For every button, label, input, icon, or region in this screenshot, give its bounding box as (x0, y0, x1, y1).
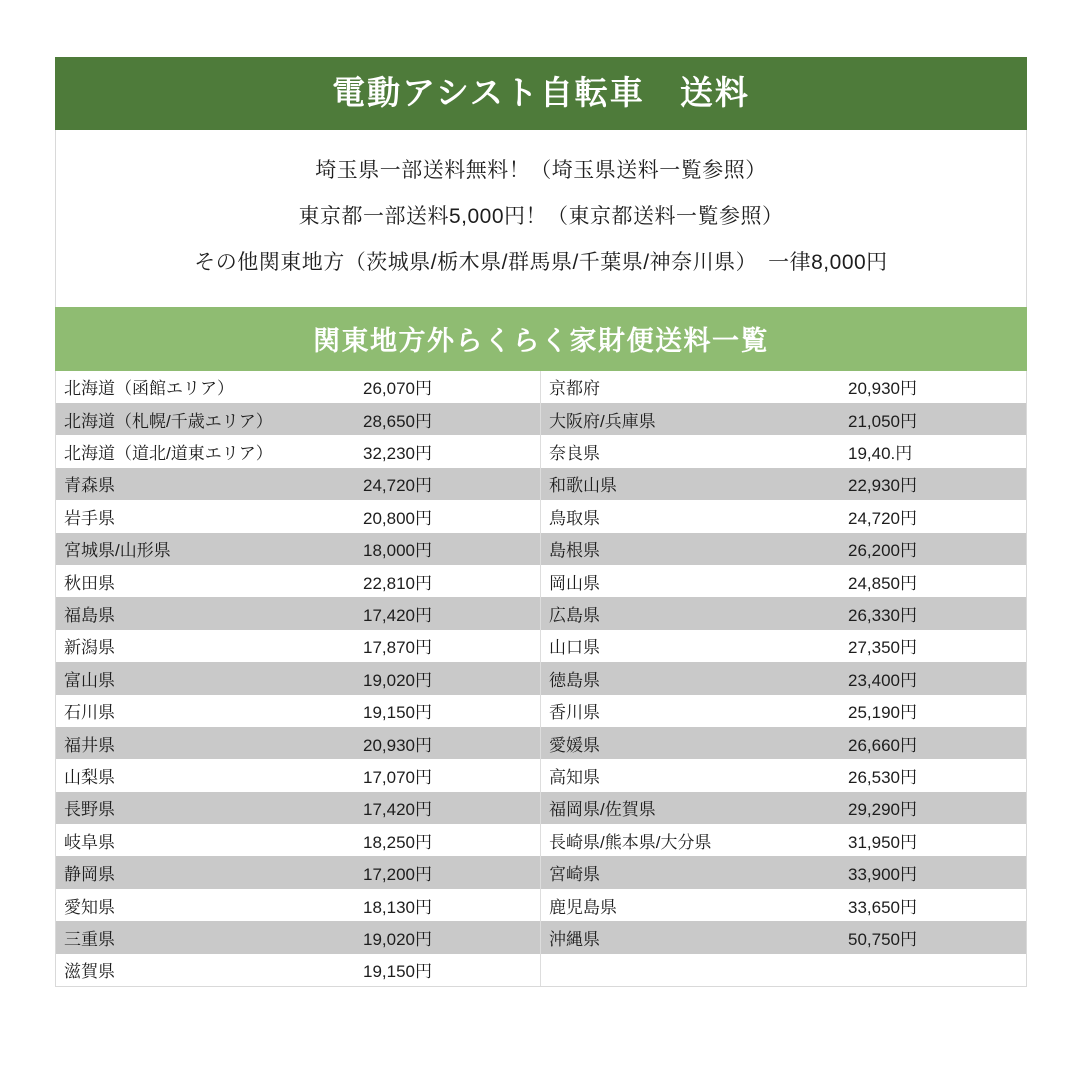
table-row (541, 954, 1026, 986)
table-row (56, 371, 540, 403)
price-value: 26,070円 (363, 379, 432, 399)
price-value: 20,930円 (848, 379, 917, 399)
fee-grid (55, 371, 1027, 987)
price-value: 19,150円 (363, 703, 432, 723)
price-value: 24,720円 (848, 508, 917, 528)
price-value: 19,020円 (363, 929, 432, 949)
price-value: 27,350円 (848, 638, 917, 658)
notes-block (55, 130, 1027, 307)
table-row (541, 727, 1026, 759)
region-label: 富山県 (64, 670, 115, 690)
region-label: 岡山県 (549, 573, 600, 593)
region-label: 宮崎県 (549, 865, 600, 885)
price-value: 25,190円 (848, 703, 917, 723)
table-row (541, 759, 1026, 791)
price-value: 28,650円 (363, 411, 432, 431)
price-value: 29,290円 (848, 800, 917, 820)
price-value: 17,420円 (363, 800, 432, 820)
table-row (541, 662, 1026, 694)
table-row (541, 921, 1026, 953)
table-row (541, 533, 1026, 565)
section-header: 関東地方外らくらく家財便送料一覧 (55, 307, 1027, 371)
table-row (56, 403, 540, 435)
table-row (56, 695, 540, 727)
price-value: 26,660円 (848, 735, 917, 755)
region-label: 広島県 (549, 606, 600, 626)
price-value: 20,930円 (363, 735, 432, 755)
region-label: 山口県 (549, 638, 600, 658)
table-row (56, 727, 540, 759)
region-label: 新潟県 (64, 638, 115, 658)
table-row (56, 500, 540, 532)
price-value: 31,950円 (848, 832, 917, 852)
region-label: 福岡県/佐賀県 (549, 800, 656, 820)
price-value: 17,200円 (363, 865, 432, 885)
table-row (56, 435, 540, 467)
price-value: 21,050円 (848, 411, 917, 431)
region-label: 滋賀県 (64, 962, 115, 982)
price-value: 50,750円 (848, 929, 917, 949)
table-row (541, 403, 1026, 435)
region-label: 静岡県 (64, 865, 115, 885)
table-row (541, 435, 1026, 467)
table-row (541, 468, 1026, 500)
price-value: 19,020円 (363, 670, 432, 690)
region-label: 岐阜県 (64, 832, 115, 852)
region-label: 三重県 (64, 929, 115, 949)
note-line: 埼玉県一部送料無料！（埼玉県送料一覧参照） (315, 158, 767, 182)
region-label: 島根県 (549, 541, 600, 561)
price-value: 26,530円 (848, 768, 917, 787)
table-row (541, 856, 1026, 888)
price-value: 22,810円 (363, 573, 432, 593)
price-value: 17,870円 (363, 638, 432, 658)
note-line: 東京都一部送料5,000円！（東京都送料一覧参照） (298, 204, 784, 228)
table-row (56, 889, 540, 921)
region-label: 石川県 (64, 703, 115, 723)
table-row (56, 792, 540, 824)
table-row (56, 533, 540, 565)
price-value: 17,420円 (363, 606, 432, 626)
table-row (541, 371, 1026, 403)
price-value: 26,330円 (848, 606, 917, 626)
price-value: 33,900円 (848, 865, 917, 885)
region-label: 福井県 (64, 735, 115, 755)
region-label: 奈良県 (549, 444, 600, 464)
region-label: 宮城県/山形県 (64, 541, 171, 561)
price-value: 18,250円 (363, 832, 432, 852)
table-row (56, 954, 540, 986)
region-label: 岩手県 (64, 508, 115, 528)
table-row (56, 565, 540, 597)
table-row (56, 759, 540, 791)
price-value: 26,200円 (848, 541, 917, 561)
region-label: 北海道（札幌/千歳エリア） (64, 411, 273, 431)
region-label: 北海道（函館エリア） (64, 379, 234, 399)
price-value: 18,130円 (363, 897, 432, 917)
region-label: 長野県 (64, 800, 115, 820)
shipping-fee-table (55, 57, 1027, 987)
table-row (541, 597, 1026, 629)
table-row (56, 921, 540, 953)
table-row (541, 695, 1026, 727)
price-value: 33,650円 (848, 897, 917, 917)
region-label: 福島県 (64, 606, 115, 626)
region-label: 高知県 (549, 768, 600, 787)
table-row (541, 630, 1026, 662)
fee-column-right (541, 371, 1026, 986)
price-value: 24,720円 (363, 476, 432, 496)
region-label: 和歌山県 (549, 476, 617, 496)
page-title: 電動アシスト自転車 送料 (55, 57, 1027, 130)
price-value: 24,850円 (848, 573, 917, 593)
table-row (56, 824, 540, 856)
region-label: 山梨県 (64, 768, 115, 787)
price-value: 32,230円 (363, 444, 432, 464)
note-line: その他関東地方（茨城県/栃木県/群馬県/千葉県/神奈川県） 一律8,000円 (194, 251, 888, 275)
price-value: 20,800円 (363, 508, 432, 528)
table-row (56, 468, 540, 500)
region-label: 徳島県 (549, 670, 600, 690)
price-value: 18,000円 (363, 541, 432, 561)
region-label: 京都府 (549, 379, 600, 399)
table-row (541, 792, 1026, 824)
price-value: 22,930円 (848, 476, 917, 496)
region-label: 秋田県 (64, 573, 115, 593)
price-value: 19,150円 (363, 962, 432, 982)
table-row (541, 500, 1026, 532)
region-label: 愛媛県 (549, 735, 600, 755)
table-row (541, 565, 1026, 597)
table-row (541, 889, 1026, 921)
region-label: 香川県 (549, 703, 600, 723)
region-label: 鳥取県 (549, 508, 600, 528)
price-value: 19,40.円 (848, 444, 913, 464)
region-label: 愛知県 (64, 897, 115, 917)
price-value: 17,070円 (363, 768, 432, 787)
region-label: 沖縄県 (549, 929, 600, 949)
table-row (56, 662, 540, 694)
table-row (541, 824, 1026, 856)
table-row (56, 856, 540, 888)
region-label: 長崎県/熊本県/大分県 (549, 832, 712, 852)
region-label: 大阪府/兵庫県 (549, 411, 656, 431)
table-row (56, 597, 540, 629)
region-label: 青森県 (64, 476, 115, 496)
price-value: 23,400円 (848, 670, 917, 690)
region-label: 鹿児島県 (549, 897, 617, 917)
region-label: 北海道（道北/道東エリア） (64, 444, 273, 464)
table-row (56, 630, 540, 662)
fee-column-left (56, 371, 541, 986)
